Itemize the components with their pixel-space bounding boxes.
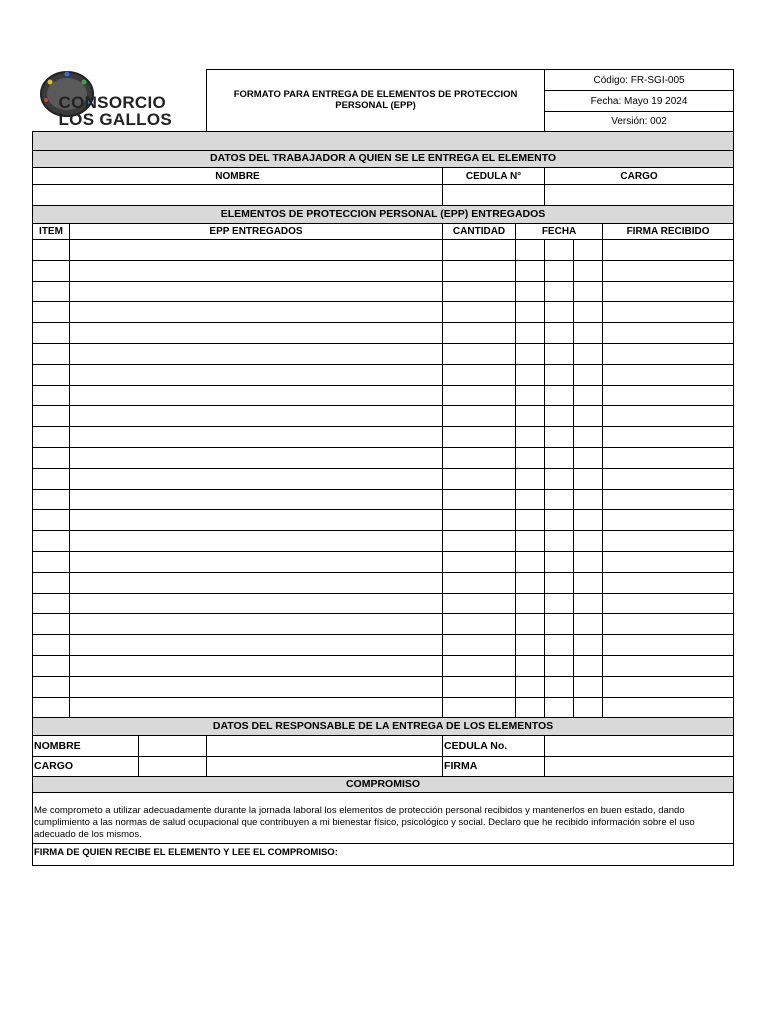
epp-cell[interactable] <box>70 302 443 323</box>
fecha-year-cell[interactable] <box>574 343 603 364</box>
form-table <box>32 69 734 866</box>
table-row <box>33 406 734 427</box>
fecha-year-cell[interactable] <box>574 572 603 593</box>
item-cell[interactable] <box>33 676 70 697</box>
table-row <box>33 551 734 572</box>
cantidad-cell[interactable] <box>443 635 516 656</box>
epp-cell[interactable] <box>70 364 443 385</box>
fecha-month-cell[interactable] <box>545 323 574 344</box>
item-cell[interactable] <box>33 281 70 302</box>
fecha-day-cell[interactable] <box>516 468 545 489</box>
fecha-day-cell[interactable] <box>516 447 545 468</box>
fecha-day-cell[interactable] <box>516 531 545 552</box>
cantidad-cell[interactable] <box>443 551 516 572</box>
item-cell[interactable] <box>33 655 70 676</box>
item-cell[interactable] <box>33 593 70 614</box>
compromiso-signature-label: FIRMA DE QUIEN RECIBE EL ELEMENTO Y LEE EL COMPROMISO: <box>33 844 734 866</box>
cantidad-cell[interactable] <box>443 343 516 364</box>
cantidad-cell[interactable] <box>443 655 516 676</box>
epp-cell[interactable] <box>70 240 443 261</box>
fecha-year-cell[interactable] <box>574 593 603 614</box>
item-cell[interactable] <box>33 323 70 344</box>
epp-delivery-form <box>32 69 733 866</box>
epp-cell[interactable] <box>70 406 443 427</box>
cantidad-cell[interactable] <box>443 676 516 697</box>
fecha-day-cell[interactable] <box>516 427 545 448</box>
responsible-name-field-ext[interactable] <box>207 736 443 757</box>
table-row <box>33 468 734 489</box>
table-row <box>33 531 734 552</box>
col-epp: EPP ENTREGADOS <box>70 224 443 240</box>
fecha-day-cell[interactable] <box>516 655 545 676</box>
table-row <box>33 593 734 614</box>
responsible-name-field[interactable] <box>139 736 207 757</box>
compromiso-title: COMPROMISO <box>33 777 734 793</box>
fecha-year-cell[interactable] <box>574 655 603 676</box>
worker-cargo-label: CARGO <box>545 168 734 185</box>
table-row <box>33 281 734 302</box>
fecha-year-cell[interactable] <box>574 260 603 281</box>
fecha-month-cell[interactable] <box>545 260 574 281</box>
table-row <box>33 489 734 510</box>
col-item: ITEM <box>33 224 70 240</box>
table-row <box>33 510 734 531</box>
fecha-day-cell[interactable] <box>516 551 545 572</box>
item-cell[interactable] <box>33 364 70 385</box>
epp-cell[interactable] <box>70 260 443 281</box>
table-row <box>33 572 734 593</box>
epp-cell[interactable] <box>70 676 443 697</box>
responsible-firma-field[interactable] <box>545 757 734 777</box>
worker-name-field[interactable] <box>33 185 443 206</box>
epp-cell[interactable] <box>70 489 443 510</box>
epp-cell[interactable] <box>70 531 443 552</box>
fecha-day-cell[interactable] <box>516 240 545 261</box>
firma-cell[interactable] <box>603 468 734 489</box>
epp-cell[interactable] <box>70 510 443 531</box>
epp-cell[interactable] <box>70 343 443 364</box>
fecha-month-cell[interactable] <box>545 364 574 385</box>
item-cell[interactable] <box>33 572 70 593</box>
responsible-cargo-field-ext[interactable] <box>207 757 443 777</box>
fecha-month-cell[interactable] <box>545 427 574 448</box>
table-row <box>33 260 734 281</box>
col-cantidad: CANTIDAD <box>443 224 516 240</box>
cantidad-cell[interactable] <box>443 427 516 448</box>
cantidad-cell[interactable] <box>443 323 516 344</box>
table-row <box>33 447 734 468</box>
fecha-year-cell[interactable] <box>574 531 603 552</box>
cantidad-cell[interactable] <box>443 468 516 489</box>
fecha-year-cell[interactable] <box>574 635 603 656</box>
epp-rows <box>33 240 734 718</box>
epp-cell[interactable] <box>70 427 443 448</box>
cantidad-cell[interactable] <box>443 260 516 281</box>
responsible-section-title: DATOS DEL RESPONSABLE DE LA ENTREGA DE LOS ELEMENTOS <box>33 718 734 736</box>
fecha-year-cell[interactable] <box>574 364 603 385</box>
item-cell[interactable] <box>33 697 70 718</box>
firma-cell[interactable] <box>603 593 734 614</box>
doc-version: Versión: 002 <box>545 112 734 132</box>
fecha-year-cell[interactable] <box>574 676 603 697</box>
fecha-year-cell[interactable] <box>574 489 603 510</box>
table-row <box>33 427 734 448</box>
form-title: FORMATO PARA ENTREGA DE ELEMENTOS DE PROTECCION PERSONAL (EPP) <box>207 70 545 132</box>
responsible-cedula-label: CEDULA No. <box>443 736 545 757</box>
item-cell[interactable] <box>33 406 70 427</box>
fecha-day-cell[interactable] <box>516 260 545 281</box>
fecha-month-cell[interactable] <box>545 385 574 406</box>
fecha-month-cell[interactable] <box>545 697 574 718</box>
fecha-day-cell[interactable] <box>516 489 545 510</box>
fecha-day-cell[interactable] <box>516 364 545 385</box>
table-row <box>33 240 734 261</box>
table-row <box>33 676 734 697</box>
responsible-cargo-label: CARGO <box>33 757 139 777</box>
epp-cell[interactable] <box>70 593 443 614</box>
fecha-month-cell[interactable] <box>545 406 574 427</box>
logo-text-line1: CONSORCIO <box>58 92 167 112</box>
cantidad-cell[interactable] <box>443 385 516 406</box>
fecha-year-cell[interactable] <box>574 614 603 635</box>
fecha-year-cell[interactable] <box>574 447 603 468</box>
epp-cell[interactable] <box>70 614 443 635</box>
fecha-year-cell[interactable] <box>574 468 603 489</box>
fecha-month-cell[interactable] <box>545 572 574 593</box>
worker-section-title: DATOS DEL TRABAJADOR A QUIEN SE LE ENTREGA EL ELEMENTO <box>33 151 734 168</box>
fecha-day-cell[interactable] <box>516 676 545 697</box>
table-row <box>33 614 734 635</box>
compromiso-text: Me comprometo a utilizar adecuadamente durante la jornada laboral los elementos de protección personal recibidos y mantenerlos en buen estado, dando cumplimiento a las normas de salud ocupacional que contribuyen a mi bienestar físico, psicológico y social. Declaro que he recibido información sobre el uso adecuado de los mismos. <box>33 793 734 844</box>
epp-section-title: ELEMENTOS DE PROTECCION PERSONAL (EPP) ENTREGADOS <box>33 206 734 224</box>
cantidad-cell[interactable] <box>443 489 516 510</box>
responsible-firma-label: FIRMA <box>443 757 545 777</box>
fecha-day-cell[interactable] <box>516 281 545 302</box>
cantidad-cell[interactable] <box>443 302 516 323</box>
fecha-month-cell[interactable] <box>545 240 574 261</box>
firma-cell[interactable] <box>603 385 734 406</box>
fecha-year-cell[interactable] <box>574 240 603 261</box>
fecha-month-cell[interactable] <box>545 489 574 510</box>
fecha-month-cell[interactable] <box>545 447 574 468</box>
fecha-year-cell[interactable] <box>574 427 603 448</box>
responsible-cargo-field[interactable] <box>139 757 207 777</box>
responsible-name-label: NOMBRE <box>33 736 139 757</box>
firma-cell[interactable] <box>603 676 734 697</box>
item-cell[interactable] <box>33 635 70 656</box>
fecha-day-cell[interactable] <box>516 385 545 406</box>
fecha-year-cell[interactable] <box>574 551 603 572</box>
cantidad-cell[interactable] <box>443 240 516 261</box>
fecha-year-cell[interactable] <box>574 302 603 323</box>
fecha-day-cell[interactable] <box>516 510 545 531</box>
fecha-day-cell[interactable] <box>516 697 545 718</box>
fecha-month-cell[interactable] <box>545 343 574 364</box>
firma-cell[interactable] <box>603 510 734 531</box>
doc-date: Fecha: Mayo 19 2024 <box>545 91 734 112</box>
responsible-cedula-field[interactable] <box>545 736 734 757</box>
firma-cell[interactable] <box>603 614 734 635</box>
fecha-day-cell[interactable] <box>516 593 545 614</box>
table-row <box>33 343 734 364</box>
firma-cell[interactable] <box>603 343 734 364</box>
epp-cell[interactable] <box>70 323 443 344</box>
spacer-band <box>33 132 734 151</box>
fecha-day-cell[interactable] <box>516 302 545 323</box>
firma-cell[interactable] <box>603 489 734 510</box>
item-cell[interactable] <box>33 427 70 448</box>
epp-cell[interactable] <box>70 697 443 718</box>
doc-code: Código: FR-SGI-005 <box>545 70 734 91</box>
table-row <box>33 385 734 406</box>
fecha-day-cell[interactable] <box>516 635 545 656</box>
cantidad-cell[interactable] <box>443 593 516 614</box>
worker-cedula-label: CEDULA N° <box>443 168 545 185</box>
fecha-year-cell[interactable] <box>574 510 603 531</box>
epp-cell[interactable] <box>70 281 443 302</box>
fecha-day-cell[interactable] <box>516 614 545 635</box>
cantidad-cell[interactable] <box>443 364 516 385</box>
fecha-month-cell[interactable] <box>545 593 574 614</box>
cantidad-cell[interactable] <box>443 281 516 302</box>
fecha-month-cell[interactable] <box>545 531 574 552</box>
item-cell[interactable] <box>33 260 70 281</box>
firma-cell[interactable] <box>603 406 734 427</box>
worker-cedula-field[interactable] <box>443 185 545 206</box>
fecha-day-cell[interactable] <box>516 343 545 364</box>
fecha-day-cell[interactable] <box>516 406 545 427</box>
fecha-year-cell[interactable] <box>574 385 603 406</box>
fecha-month-cell[interactable] <box>545 551 574 572</box>
epp-cell[interactable] <box>70 655 443 676</box>
worker-name-label: NOMBRE <box>33 168 443 185</box>
company-logo <box>33 70 207 132</box>
item-cell[interactable] <box>33 385 70 406</box>
fecha-day-cell[interactable] <box>516 572 545 593</box>
fecha-month-cell[interactable] <box>545 302 574 323</box>
logo-text-line2: LOS GALLOS <box>58 109 172 129</box>
cantidad-cell[interactable] <box>443 510 516 531</box>
firma-cell[interactable] <box>603 635 734 656</box>
table-row <box>33 697 734 718</box>
cantidad-cell[interactable] <box>443 697 516 718</box>
item-cell[interactable] <box>33 510 70 531</box>
fecha-year-cell[interactable] <box>574 697 603 718</box>
fecha-year-cell[interactable] <box>574 406 603 427</box>
item-cell[interactable] <box>33 343 70 364</box>
table-row <box>33 655 734 676</box>
item-cell[interactable] <box>33 531 70 552</box>
col-fecha: FECHA <box>516 224 603 240</box>
cantidad-cell[interactable] <box>443 531 516 552</box>
item-cell[interactable] <box>33 468 70 489</box>
fecha-year-cell[interactable] <box>574 281 603 302</box>
fecha-month-cell[interactable] <box>545 281 574 302</box>
epp-cell[interactable] <box>70 385 443 406</box>
fecha-day-cell[interactable] <box>516 323 545 344</box>
cantidad-cell[interactable] <box>443 406 516 427</box>
firma-cell[interactable] <box>603 281 734 302</box>
fecha-month-cell[interactable] <box>545 468 574 489</box>
firma-cell[interactable] <box>603 302 734 323</box>
table-row <box>33 302 734 323</box>
cantidad-cell[interactable] <box>443 447 516 468</box>
firma-cell[interactable] <box>603 323 734 344</box>
firma-cell[interactable] <box>603 572 734 593</box>
epp-cell[interactable] <box>70 551 443 572</box>
fecha-month-cell[interactable] <box>545 655 574 676</box>
epp-cell[interactable] <box>70 468 443 489</box>
epp-cell[interactable] <box>70 635 443 656</box>
firma-cell[interactable] <box>603 447 734 468</box>
item-cell[interactable] <box>33 614 70 635</box>
item-cell[interactable] <box>33 447 70 468</box>
epp-cell[interactable] <box>70 572 443 593</box>
cantidad-cell[interactable] <box>443 614 516 635</box>
worker-cargo-field[interactable] <box>545 185 734 206</box>
item-cell[interactable] <box>33 302 70 323</box>
firma-cell[interactable] <box>603 697 734 718</box>
table-row <box>33 323 734 344</box>
firma-cell[interactable] <box>603 260 734 281</box>
epp-cell[interactable] <box>70 447 443 468</box>
firma-cell[interactable] <box>603 655 734 676</box>
table-row <box>33 364 734 385</box>
col-firma: FIRMA RECIBIDO <box>603 224 734 240</box>
fecha-month-cell[interactable] <box>545 635 574 656</box>
fecha-month-cell[interactable] <box>545 676 574 697</box>
firma-cell[interactable] <box>603 240 734 261</box>
firma-cell[interactable] <box>603 427 734 448</box>
item-cell[interactable] <box>33 551 70 572</box>
fecha-month-cell[interactable] <box>545 510 574 531</box>
firma-cell[interactable] <box>603 551 734 572</box>
firma-cell[interactable] <box>603 531 734 552</box>
fecha-year-cell[interactable] <box>574 323 603 344</box>
cantidad-cell[interactable] <box>443 572 516 593</box>
fecha-month-cell[interactable] <box>545 614 574 635</box>
firma-cell[interactable] <box>603 364 734 385</box>
item-cell[interactable] <box>33 240 70 261</box>
item-cell[interactable] <box>33 489 70 510</box>
table-row <box>33 635 734 656</box>
